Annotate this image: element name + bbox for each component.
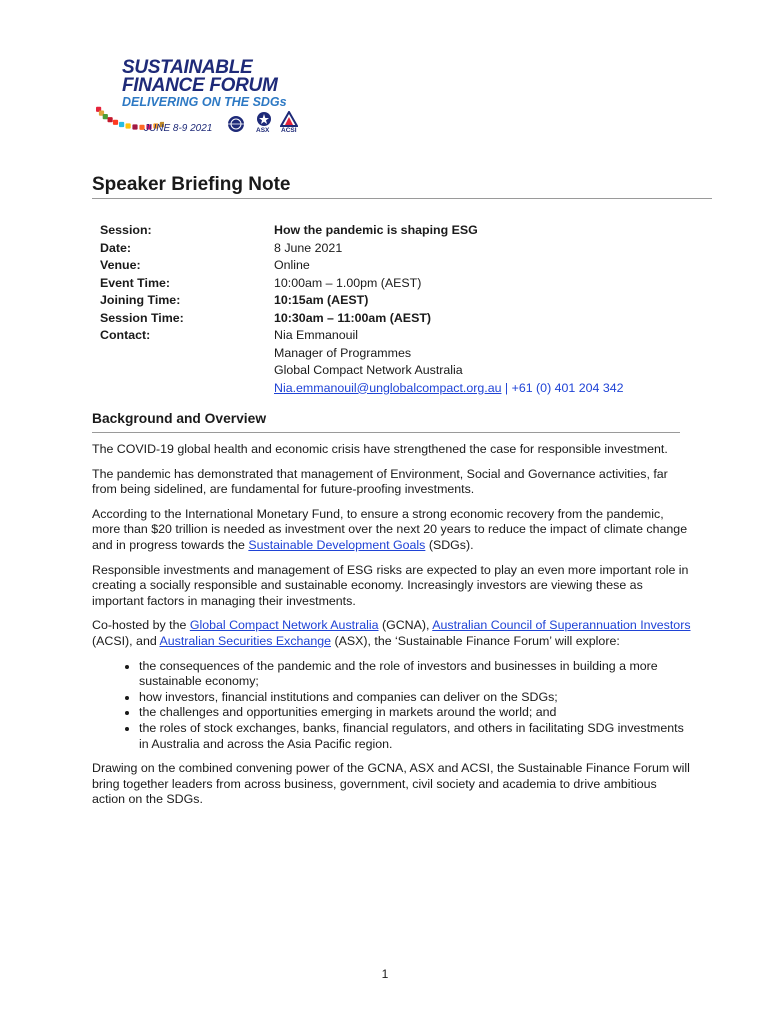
list-item: • the consequences of the pandemic and the role of investors and businesses in building a more sustainable economy; — [139, 659, 692, 690]
forum-logo — [84, 56, 314, 140]
logo-subtitle: DELIVERING ON THE SDGs — [122, 95, 287, 109]
contact-email-link[interactable]: Nia.emmanouil@unglobalcompact.org.au — [274, 380, 502, 395]
briefing-details — [100, 222, 700, 397]
explore-list — [92, 659, 692, 753]
joining-time-value: 10:15am (AEST) — [274, 293, 369, 307]
list-item: • how investors, financial institutions and companies can deliver on the SDGs; — [139, 690, 692, 706]
venue-value: Online — [274, 258, 310, 272]
sdg-dot — [108, 117, 113, 122]
paragraph-4: Responsible investments and management of ESG risks are expected to play an even more important role in creating a socially responsible and sustainable economy. Increasingly investors are viewing these as important factors in managing their investments. — [92, 562, 689, 608]
document-title: Speaker Briefing Note — [92, 174, 291, 195]
date-row — [100, 240, 700, 258]
contact-line — [274, 380, 700, 398]
venue-label: Venue: — [100, 258, 141, 272]
contact-org: Global Compact Network Australia — [274, 363, 463, 377]
sdg-link[interactable]: Sustainable Development Goals — [248, 537, 426, 552]
contact-role: Manager of Programmes — [274, 345, 412, 360]
session-row — [100, 222, 700, 240]
asx-star-icon — [255, 111, 273, 127]
joining-time-row — [100, 292, 700, 310]
date-label: Date: — [100, 240, 131, 255]
session-time-label: Session Time: — [100, 310, 184, 325]
acsi-triangle-icon — [280, 111, 298, 127]
sdg-dot — [132, 124, 137, 129]
event-time-row — [100, 275, 700, 293]
paragraph-3 — [92, 507, 692, 554]
section-divider — [92, 432, 680, 433]
paragraph-5-text: Co-hosted by the — [92, 618, 190, 633]
paragraph-5-text-b: (GCNA), — [378, 618, 433, 633]
gcna-link[interactable]: Global Compact Network Australia — [189, 618, 379, 633]
paragraph-1: The COVID-19 global health and economic crisis have strengthened the case for responsible investment. — [92, 442, 668, 456]
contact-details — [274, 327, 700, 397]
section-body — [92, 442, 692, 817]
acsi-link[interactable]: Australian Council of Superannuation Investors — [432, 618, 691, 633]
logo-title-line2: FINANCE FORUM — [122, 75, 278, 96]
sdg-dot — [113, 120, 118, 125]
sdg-dot — [103, 114, 108, 119]
event-time-value: 10:00am – 1.00pm (AEST) — [274, 275, 422, 290]
session-label: Session: — [100, 223, 152, 237]
list-item: • the roles of stock exchanges, banks, financial regulators, and others in facilitating SDG investments in Australia and across the Asia Pacific region. — [139, 721, 692, 752]
contact-phone: | +61 (0) 401 204 342 — [501, 380, 624, 395]
sdg-dot — [126, 123, 131, 128]
paragraph-3-text: According to the International Monetary Fund, to ensure a strong economic recovery from the pandemic, more than $20 trillion is needed as investment over the next 20 years to reduce the impact of climate change and in progress towards the — [92, 506, 688, 552]
session-time-row — [100, 310, 700, 328]
contact-label: Contact: — [100, 328, 151, 342]
event-time-label: Event Time: — [100, 275, 171, 290]
sdg-dot — [119, 122, 124, 127]
acsi-label: ACSI — [281, 127, 297, 134]
logo-date: JUNE 8-9 2021 — [144, 123, 213, 134]
paragraph-5-text-c: (ACSI), and — [92, 633, 160, 648]
session-value: How the pandemic is shaping ESG — [274, 223, 478, 237]
paragraph-3-end: (SDGs). — [425, 537, 474, 552]
gcna-globe-icon — [226, 114, 246, 134]
session-time-value: 10:30am – 11:00am (AEST) — [274, 310, 432, 325]
list-item: • the challenges and opportunities emerging in markets around the world; and — [139, 705, 692, 721]
section-heading: Background and Overview — [92, 411, 267, 426]
paragraph-5-text-d: (ASX), the ‘Sustainable Finance Forum’ will explore: — [331, 633, 620, 648]
paragraph-6: Drawing on the combined convening power of the GCNA, ASX and ACSI, the Sustainable Finance Forum will bring together leaders from across business, government, civil society and academia to drive ambitious action on the SDGs. — [92, 761, 690, 807]
logo-title-line1: SUSTAINABLE — [122, 57, 253, 78]
contact-name: Nia Emmanouil — [274, 328, 359, 342]
paragraph-5 — [92, 618, 692, 649]
joining-time-label: Joining Time: — [100, 293, 181, 307]
venue-row — [100, 257, 700, 275]
contact-row — [100, 327, 700, 397]
paragraph-2: The pandemic has demonstrated that management of Environment, Social and Governance activities, far from being sidelined, are fundamental for future-proofing investments. — [92, 466, 668, 497]
date-value: 8 June 2021 — [274, 240, 343, 255]
asx-label: ASX — [256, 127, 270, 134]
title-divider — [92, 198, 712, 199]
page-number: 1 — [381, 967, 389, 981]
asx-link[interactable]: Australian Securities Exchange — [159, 633, 331, 648]
